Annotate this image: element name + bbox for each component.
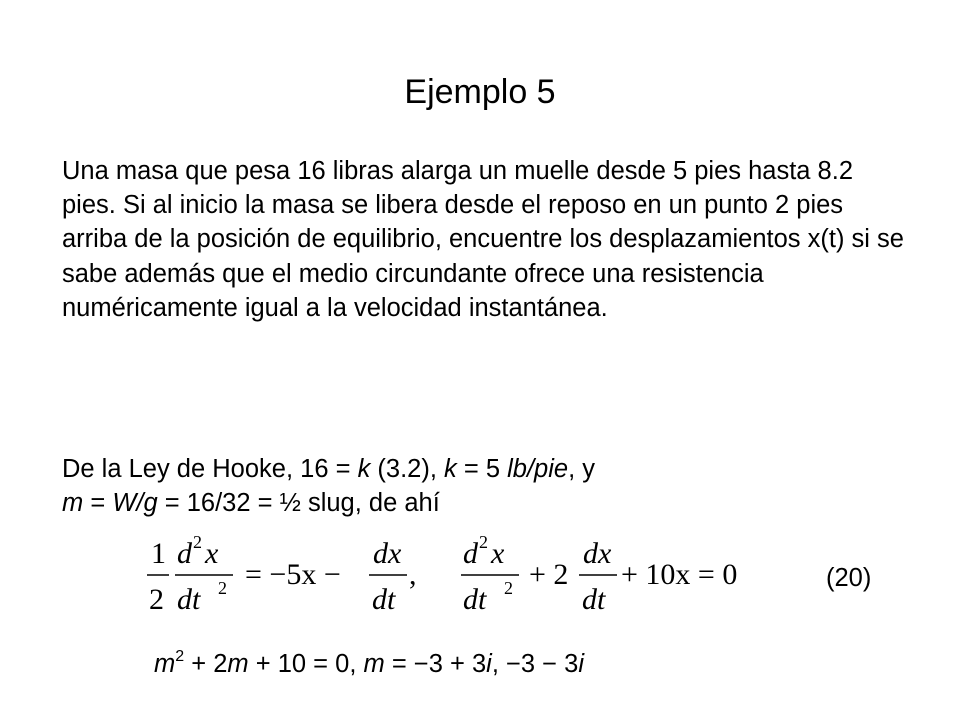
hooke-k-1: k (357, 455, 371, 483)
aux-m1: m (154, 650, 176, 678)
eq2-d2x-d: d (463, 537, 478, 570)
hooke-law-text (62, 452, 912, 520)
hooke-wg: W/g (112, 489, 158, 518)
eq-dt: dt (372, 583, 396, 616)
eq-half-num: 1 (151, 537, 166, 570)
eq-dx: dx (373, 537, 402, 570)
eq-d2x-d: d (177, 537, 192, 570)
aux-m2: m (227, 650, 249, 678)
auxiliary-equation (154, 637, 584, 684)
eq2-plus2: + 2 (529, 558, 569, 591)
aux-exp: 2 (175, 648, 185, 665)
eq2-d2x-sq: 2 (479, 532, 488, 552)
hooke-text-5: = (83, 489, 113, 518)
eq-dt2-sq: 2 (218, 578, 227, 598)
eq-dt2-dt: dt (177, 583, 201, 616)
eq2-dt2-sq: 2 (504, 578, 513, 598)
aux-t2: + 10 = 0, (248, 650, 364, 678)
eq2-dt2-dt: dt (463, 583, 487, 616)
aux-t1: + 2 (184, 650, 228, 678)
eq2-dt: dt (582, 583, 606, 616)
hooke-text-1: De la Ley de Hooke, 16 = (62, 455, 358, 483)
eq-middle: = −5x − (245, 558, 341, 591)
eq-d2x-x: x (205, 537, 219, 570)
aux-i2: i (578, 650, 584, 678)
hooke-text-2: (3.2), (370, 455, 445, 483)
hooke-text-6: = 16/32 = ½ slug, de ahí (157, 489, 440, 518)
hooke-text-4: , y (568, 455, 595, 483)
eq2-dx: dx (583, 537, 612, 570)
aux-m3: m (363, 650, 385, 678)
aux-t4: , −3 − 3 (491, 650, 579, 678)
hooke-text-3: = 5 (456, 455, 508, 483)
equation-number: (20) (826, 564, 872, 592)
hooke-unit: lb/pie (507, 455, 569, 483)
hooke-k-2: k (444, 455, 457, 483)
eq-d2x-sq: 2 (193, 532, 202, 552)
hooke-m: m (62, 489, 84, 518)
problem-statement: Una masa que pesa 16 libras alarga un muelle desde 5 pies hasta 8.2 pies. Si al inicio la masa se libera desde el reposo en un punto 2 pies arriba de la posición de equilibrio, encuentre los desplazamientos x(t) si se sabe además que el medio circundante ofrece una resistencia numéricamente igual a la velocidad instantánea. (62, 157, 904, 322)
slide-title: Ejemplo 5 (404, 73, 556, 111)
differential-equation (143, 530, 823, 630)
eq-comma: , (409, 558, 417, 591)
aux-i1: i (486, 650, 492, 678)
eq2-plus10: + 10x = 0 (621, 558, 738, 591)
eq2-d2x-x: x (491, 537, 505, 570)
eq-half-den: 2 (149, 583, 164, 616)
aux-t3: = −3 + 3 (384, 650, 487, 678)
